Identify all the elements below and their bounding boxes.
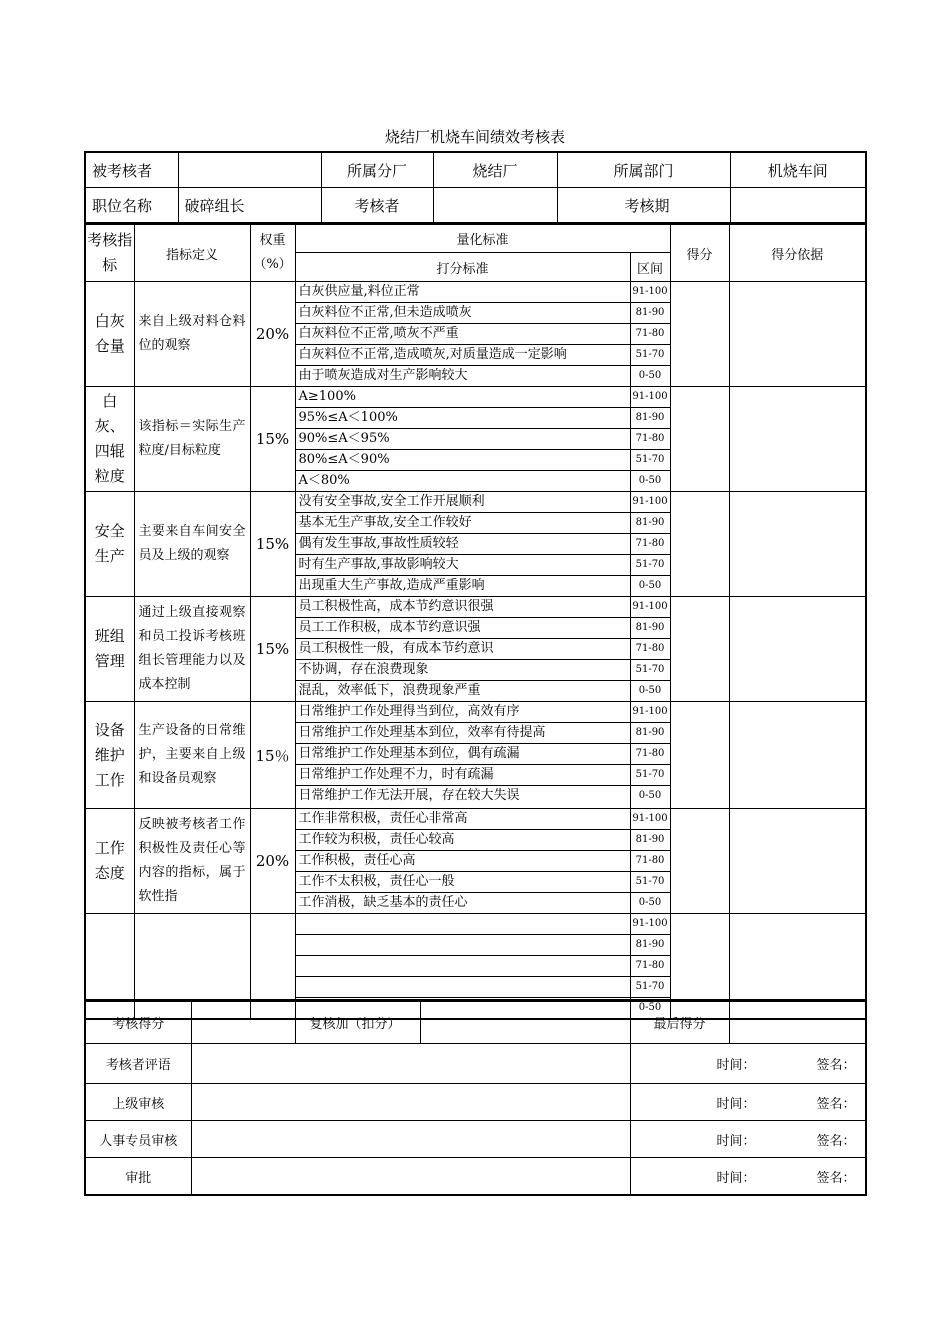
criteria-line bbox=[296, 872, 630, 893]
approval-label: 人事专员审核 bbox=[85, 1121, 191, 1158]
approval-row bbox=[85, 1044, 866, 1084]
range-cell bbox=[630, 702, 670, 809]
range-value: 0-50 bbox=[638, 475, 662, 486]
criteria-text: 时有生产事故,事故影响较大 bbox=[298, 557, 459, 572]
criteria-text: 偶有发生事故,事故性质较轻 bbox=[298, 536, 459, 551]
header-info-table bbox=[84, 151, 867, 224]
range-value: 51-70 bbox=[631, 977, 670, 998]
approval-label: 考核者评语 bbox=[85, 1044, 191, 1084]
col-indicator-header bbox=[85, 225, 134, 282]
criteria-text: A＜80% bbox=[298, 473, 350, 488]
range-value: 91-100 bbox=[631, 492, 670, 513]
range-value: 71-80 bbox=[631, 324, 670, 345]
criteria-text: 日常维护工作处理基本到位，偶有疏漏 bbox=[298, 746, 520, 761]
criteria-line bbox=[296, 893, 630, 913]
period-label: 考核期 bbox=[557, 188, 730, 224]
criteria-line bbox=[296, 492, 630, 513]
criteria-cell bbox=[295, 597, 630, 702]
range-cell bbox=[630, 597, 670, 702]
range-value: 91-100 bbox=[631, 387, 670, 408]
score-input-cell[interactable] bbox=[670, 809, 729, 914]
range-value: 81-90 bbox=[631, 513, 670, 534]
range-value: 71-80 bbox=[631, 534, 670, 555]
criteria-line bbox=[296, 744, 630, 765]
criteria-line bbox=[296, 555, 630, 576]
sign-label: 签名： bbox=[816, 1170, 856, 1186]
range-value: 81-90 bbox=[631, 935, 670, 956]
criteria-line bbox=[296, 639, 630, 660]
indicator-weight: 20% bbox=[250, 809, 295, 914]
criteria-cell bbox=[295, 809, 630, 914]
col-range-header: 区间 bbox=[630, 253, 670, 282]
range-value: 91-100 bbox=[631, 597, 670, 618]
criteria-text: 不协调，存在浪费现象 bbox=[298, 662, 429, 677]
score-input-cell[interactable] bbox=[670, 282, 729, 387]
basis-input-cell[interactable] bbox=[729, 492, 866, 597]
indicator-row bbox=[85, 492, 866, 597]
position-value: 破碎组长 bbox=[178, 188, 321, 224]
branch-value: 烧结厂 bbox=[433, 152, 557, 188]
indicator-name: 安全生产 bbox=[85, 492, 134, 597]
review-field[interactable] bbox=[420, 1001, 630, 1044]
indicator-name: 班组管理 bbox=[85, 597, 134, 702]
examinee-field[interactable] bbox=[178, 152, 321, 188]
col-definition-header: 指标定义 bbox=[134, 225, 250, 282]
criteria-cell bbox=[295, 492, 630, 597]
criteria-line bbox=[296, 765, 630, 786]
range-cell bbox=[630, 282, 670, 387]
score-input-cell[interactable] bbox=[670, 492, 729, 597]
range-value: 0-50 bbox=[638, 580, 662, 591]
range-value: 51-70 bbox=[631, 345, 670, 366]
examiner-field[interactable] bbox=[433, 188, 557, 224]
dept-label: 所属部门 bbox=[557, 152, 730, 188]
indicator-row bbox=[85, 282, 866, 387]
criteria-text: 工作较为积极，责任心较高 bbox=[298, 832, 455, 847]
range-value: 0-50 bbox=[638, 897, 662, 908]
range-value: 71-80 bbox=[631, 744, 670, 765]
criteria-text: 90%≤A＜95% bbox=[298, 431, 390, 446]
criteria-text: 日常维护工作无法开展，存在较大失误 bbox=[298, 788, 520, 803]
criteria-text: 出现重大生产事故,造成严重影响 bbox=[298, 578, 485, 593]
criteria-cell bbox=[295, 282, 630, 387]
range-value: 81-90 bbox=[631, 408, 670, 429]
time-label: 时间： bbox=[716, 1133, 756, 1149]
range-value: 81-90 bbox=[631, 723, 670, 744]
criteria-cell bbox=[295, 702, 630, 809]
indicator-definition: 生产设备的日常维护，主要来自上级和设备员观察 bbox=[134, 702, 250, 809]
criteria-line bbox=[296, 450, 630, 471]
approval-label: 审批 bbox=[85, 1158, 191, 1196]
criteria-line bbox=[296, 597, 630, 618]
criteria-line bbox=[296, 576, 630, 596]
approval-comment-field[interactable] bbox=[191, 1084, 630, 1121]
dept-value: 机烧车间 bbox=[730, 152, 866, 188]
criteria-line bbox=[296, 702, 630, 723]
basis-input-cell[interactable] bbox=[729, 702, 866, 809]
indicator-row bbox=[85, 597, 866, 702]
criteria-text: 白灰料位不正常,造成喷灰,对质量造成一定影响 bbox=[298, 347, 567, 362]
criteria-line bbox=[296, 408, 630, 429]
criteria-line bbox=[296, 282, 630, 303]
basis-input-cell[interactable] bbox=[729, 809, 866, 914]
review-label: 复核加（扣分） bbox=[295, 1001, 420, 1044]
criteria-line bbox=[296, 851, 630, 872]
criteria-line bbox=[296, 681, 630, 701]
criteria-text: 员工积极性高，成本节约意识很强 bbox=[298, 599, 494, 614]
indicator-definition: 反映被考核者工作积极性及责任心等内容的指标，属于软性指 bbox=[134, 809, 250, 914]
indicator-header-label: 考核指标 bbox=[87, 231, 133, 274]
criteria-text: 日常维护工作处理得当到位，高效有序 bbox=[298, 704, 520, 719]
indicator-definition: 通过上级直接观察和员工投诉考核班组长管理能力以及成本控制 bbox=[134, 597, 250, 702]
approval-label: 上级审核 bbox=[85, 1084, 191, 1121]
criteria-line bbox=[296, 618, 630, 639]
criteria-text: 工作不太积极，责任心一般 bbox=[298, 874, 455, 889]
criteria-line bbox=[296, 345, 630, 366]
approval-row bbox=[85, 1084, 866, 1121]
criteria-line bbox=[296, 723, 630, 744]
range-value: 71-80 bbox=[631, 639, 670, 660]
criteria-text: 日常维护工作处理不力，时有疏漏 bbox=[298, 767, 494, 782]
range-value: 81-90 bbox=[631, 830, 670, 851]
range-value: 51-70 bbox=[631, 660, 670, 681]
indicator-name: 白灰仓量 bbox=[85, 282, 134, 387]
criteria-line bbox=[296, 513, 630, 534]
indicator-definition: 该指标＝实际生产粒度/目标粒度 bbox=[134, 387, 250, 492]
criteria-line bbox=[296, 977, 630, 998]
range-cell bbox=[630, 492, 670, 597]
time-label: 时间： bbox=[716, 1058, 756, 1073]
range-cell bbox=[630, 387, 670, 492]
range-value: 51-70 bbox=[631, 765, 670, 786]
range-value: 71-80 bbox=[631, 956, 670, 977]
criteria-text: 员工工作积极，成本节约意识强 bbox=[298, 620, 481, 635]
criteria-line bbox=[296, 387, 630, 408]
col-weight-header bbox=[250, 225, 295, 282]
time-label: 时间： bbox=[716, 1170, 756, 1186]
criteria-cell bbox=[295, 387, 630, 492]
score-input-cell[interactable] bbox=[670, 387, 729, 492]
approval-signature-cell[interactable] bbox=[630, 1121, 866, 1158]
range-value: 91-100 bbox=[631, 809, 670, 830]
criteria-text: 没有安全事故,安全工作开展顺利 bbox=[298, 494, 485, 509]
approval-comment-field[interactable] bbox=[191, 1044, 630, 1084]
position-label: 职位名称 bbox=[85, 188, 178, 224]
criteria-text: 80%≤A＜90% bbox=[298, 452, 390, 467]
sign-label: 签名： bbox=[816, 1133, 856, 1149]
criteria-text: 工作积极，责任心高 bbox=[298, 853, 416, 868]
col-basis-header: 得分依据 bbox=[729, 225, 866, 282]
time-label: 时间： bbox=[716, 1096, 756, 1112]
criteria-line bbox=[296, 956, 630, 977]
col-quant-header: 量化标准 bbox=[295, 225, 670, 253]
approval-row bbox=[85, 1121, 866, 1158]
criteria-line bbox=[296, 914, 630, 935]
range-value: 71-80 bbox=[631, 429, 670, 450]
criteria-text: 员工积极性一般，有成本节约意识 bbox=[298, 641, 494, 656]
range-value: 51-70 bbox=[631, 555, 670, 576]
score-input-cell[interactable] bbox=[670, 702, 729, 809]
approval-signature-cell[interactable] bbox=[630, 1158, 866, 1196]
criteria-line bbox=[296, 660, 630, 681]
approval-signature-cell[interactable] bbox=[630, 1044, 866, 1084]
range-value: 0-50 bbox=[638, 685, 662, 696]
approval-comment-field[interactable] bbox=[191, 1158, 630, 1196]
range-value: 81-90 bbox=[631, 618, 670, 639]
criteria-line bbox=[296, 830, 630, 851]
basis-input-cell[interactable] bbox=[729, 282, 866, 387]
indicator-weight: 20% bbox=[250, 282, 295, 387]
criteria-text: 日常维护工作处理基本到位，效率有待提高 bbox=[298, 725, 546, 740]
criteria-line bbox=[296, 303, 630, 324]
weight-header-label: 权重（%） bbox=[253, 233, 292, 272]
criteria-text: 工作消极，缺乏基本的责任心 bbox=[298, 895, 468, 910]
basis-input-cell[interactable] bbox=[729, 387, 866, 492]
indicator-weight: 15% bbox=[250, 387, 295, 492]
approval-comment-field[interactable] bbox=[191, 1121, 630, 1158]
criteria-text: A≥100% bbox=[298, 389, 356, 404]
range-value: 91-100 bbox=[631, 914, 670, 935]
range-value: 81-90 bbox=[631, 303, 670, 324]
criteria-line bbox=[296, 786, 630, 806]
score-input-cell[interactable] bbox=[670, 597, 729, 702]
criteria-line bbox=[296, 429, 630, 450]
period-field[interactable] bbox=[730, 188, 866, 224]
approval-row bbox=[85, 1158, 866, 1196]
range-value: 0-50 bbox=[638, 790, 662, 801]
page-title: 烧结厂机烧车间绩效考核表 bbox=[384, 128, 565, 146]
examinee-label: 被考核者 bbox=[85, 152, 178, 188]
range-value: 0-50 bbox=[638, 370, 662, 381]
range-value: 0-50 bbox=[638, 1002, 662, 1013]
criteria-text: 由于喷灰造成对生产影响较大 bbox=[298, 368, 468, 383]
indicator-row bbox=[85, 387, 866, 492]
criteria-line bbox=[296, 534, 630, 555]
basis-input-cell[interactable] bbox=[729, 597, 866, 702]
range-value: 91-100 bbox=[631, 282, 670, 303]
indicator-definition: 主要来自车间安全员及上级的观察 bbox=[134, 492, 250, 597]
range-cell bbox=[630, 809, 670, 914]
final-score-field[interactable] bbox=[729, 1001, 866, 1044]
sign-label: 签名： bbox=[816, 1096, 856, 1112]
indicator-row bbox=[85, 809, 866, 914]
indicator-weight: 15% bbox=[250, 492, 295, 597]
examiner-label: 考核者 bbox=[321, 188, 433, 224]
col-criteria-header: 打分标准 bbox=[295, 253, 630, 282]
sign-label: 签名： bbox=[816, 1058, 856, 1073]
criteria-text: 白灰供应量,料位正常 bbox=[298, 284, 420, 299]
range-value: 51-70 bbox=[631, 450, 670, 471]
criteria-text: 白灰料位不正常,但未造成喷灰 bbox=[298, 305, 472, 320]
criteria-text: 工作非常积极，责任心非常高 bbox=[298, 811, 468, 826]
indicator-name: 白灰、四辊粒度 bbox=[85, 387, 134, 492]
indicator-name: 设备维护工作 bbox=[85, 702, 134, 809]
criteria-text: 混乱，效率低下，浪费现象严重 bbox=[298, 683, 481, 698]
score-field[interactable] bbox=[191, 1001, 295, 1044]
final-score-label: 最后得分 bbox=[630, 1001, 729, 1044]
indicator-definition: 来自上级对料仓料位的观察 bbox=[134, 282, 250, 387]
approval-signature-cell[interactable] bbox=[630, 1084, 866, 1121]
indicator-weight: 15％ bbox=[250, 702, 295, 809]
range-value: 91-100 bbox=[631, 702, 670, 723]
score-label: 考核得分 bbox=[85, 1001, 191, 1044]
criteria-line bbox=[296, 935, 630, 956]
criteria-line bbox=[296, 471, 630, 491]
criteria-line bbox=[296, 366, 630, 386]
indicator-name: 工作态度 bbox=[85, 809, 134, 914]
criteria-text: 基本无生产事故,安全工作较好 bbox=[298, 515, 472, 530]
indicator-row bbox=[85, 702, 866, 809]
criteria-line bbox=[296, 324, 630, 345]
range-value: 51-70 bbox=[631, 872, 670, 893]
col-score-header: 得分 bbox=[670, 225, 729, 282]
footer-table bbox=[84, 999, 867, 1196]
criteria-text: 95%≤A＜100% bbox=[298, 410, 398, 425]
criteria-text: 白灰料位不正常,喷灰不严重 bbox=[298, 326, 459, 341]
range-value: 71-80 bbox=[631, 851, 670, 872]
indicator-table bbox=[84, 224, 867, 1020]
indicator-weight: 15% bbox=[250, 597, 295, 702]
branch-label: 所属分厂 bbox=[321, 152, 433, 188]
criteria-line bbox=[296, 809, 630, 830]
